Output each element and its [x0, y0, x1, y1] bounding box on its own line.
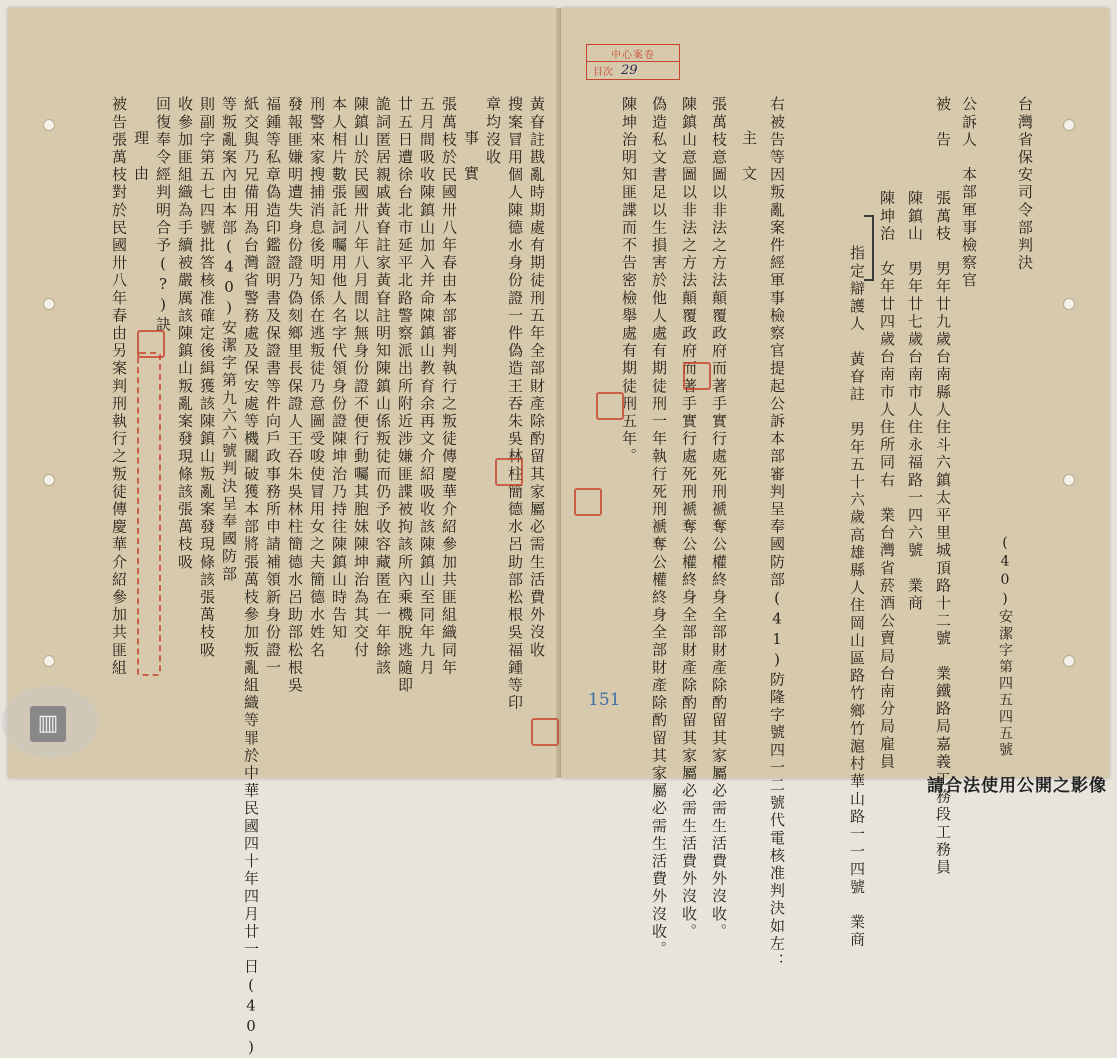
left-column-14: 紙交與乃兄備用為台灣省警務處及保安處等機關破獲本部將張萬枝參加叛亂組織等罪於中華民國四十年四月廿一日(40): [242, 96, 260, 1058]
facts-heading: 事 實: [462, 130, 480, 183]
case-number: (40)安潔字第四五四五號: [997, 535, 1013, 759]
left-column-7: 廿五日遭徐台北市延平北路警察派出所附近涉嫌匪諜被拘該所內乘機脫逃隨即: [396, 96, 414, 695]
binder-hole: [1063, 474, 1075, 486]
seal-stamp: [683, 362, 711, 390]
archive-stamp: [586, 44, 680, 80]
left-column-6: 五月間吸收陳鎮山加入并命陳鎮山教育余再文介紹吸收該陳鎮山至同年九月: [418, 96, 436, 677]
main-text-label: 主 文: [740, 130, 758, 183]
verdict-1: 張萬枝意圖以非法之方法顛覆政府而著手實行處死刑褫奪公權終身全部財產除酌留其家屬必需生活費外沒收。: [710, 96, 728, 941]
archive-stamp-number: 29: [621, 63, 638, 78]
defendant-3: 陳坤治 女年廿四歲台南市人住所同右 業台灣省菸酒公賣局台南分局雇員: [878, 190, 896, 771]
left-column-16: 則副字第五七四號批答核准確定後緝獲該陳鎮山叛亂案發現條該張萬枝吸: [198, 96, 216, 660]
verdict-4: 陳坤治明知匪諜而不告密檢舉處有期徒刑五年。: [620, 96, 638, 466]
left-document-page: [8, 8, 556, 778]
document-title: 台灣省保安司令部判決: [1016, 96, 1034, 272]
page-number: 151: [588, 690, 621, 710]
binder-hole: [43, 119, 55, 131]
left-column-11: 刑警來家搜捕消息後明知係在逃叛徒乃意圖受唆使冒用女之夫簡德水姓名: [308, 96, 326, 660]
binder-hole: [1063, 119, 1075, 131]
left-column-8: 詭詞匿居親戚黃眘註家黃眘註明知陳鎮山係叛徒而仍予收容藏匿在一年餘該: [374, 96, 392, 677]
seal-stamp: [531, 718, 559, 746]
usage-notice: 請合法使用公開之影像: [927, 776, 1107, 796]
defender: 指定辯護人 黃眘註 男年五十六歲高雄縣人住岡山區路竹鄉竹滬村華山路一一四號 業商: [848, 245, 866, 949]
defendant-1: 張萬枝 男年廿九歲台南縣人住斗六鎮太平里城頂路十二號 業鐵路局嘉義工務段工務員: [934, 190, 952, 877]
procedure-statement: 右被告等因叛亂案件經軍事檢察官提起公訴本部審判呈奉國防部(41)防隆字號四一二號代電核准判決如左：: [768, 96, 786, 971]
seal-stamp: [596, 392, 624, 420]
verdict-3: 偽造私文書足以生損害於他人處有期徒刑一年執行死刑褫奪公權終身全部財產除酌留其家屬必需生活費外沒收。: [650, 96, 668, 959]
left-column-12: 發報匪嫌明遭失身份證乃偽刻鄉里長保證人王吞朱吳林柱簡德水呂助部松根吳: [286, 96, 304, 695]
reasons-heading: 理 由: [132, 130, 150, 183]
left-column-5: 張萬枝於民國卅八年春由本部審判執行之叛徒傳慶華介紹參加共匪組織同年: [440, 96, 458, 677]
seal-stamp: [574, 488, 602, 516]
defender-bracket: [864, 215, 874, 281]
left-column-15: 等叛亂案內由本部(40)安潔字第九六六號判決呈奉國防部: [220, 96, 238, 584]
defendant-2: 陳鎮山 男年廿七歲台南市人住永福路一四六號 業商: [906, 190, 924, 613]
binder-hole: [43, 298, 55, 310]
binder-hole: [43, 655, 55, 667]
left-column-20: 被告張萬枝對於民國卅八年春由另案判刑執行之叛徒傳慶華介紹參加共匪組: [110, 96, 128, 677]
binder-hole: [43, 474, 55, 486]
binder-hole: [1063, 298, 1075, 310]
prosecutor: 公訴人 本部軍事檢察官: [960, 96, 978, 290]
left-column-18: 回復奉令經判明合予(?)訣: [154, 96, 172, 334]
left-column-13: 福鍾等私章偽造印鑑證明書及保證書等件向戶政事務所申請補領新身份證一: [264, 96, 282, 677]
verdict-2: 陳鎮山意圖以非法之方法顛覆政府而著手實行處死刑褫奪公權終身全部財產除酌留其家屬必需生活費外沒收。: [680, 96, 698, 941]
left-column-17: 收參加匪組織為手續被嚴厲該陳鎮山叛亂案發現條該張萬枝吸: [176, 96, 194, 572]
binder-hole: [1063, 655, 1075, 667]
seal-ribbon: [137, 352, 161, 676]
left-column-10: 本人相片數張託詞囑用他人名字代領身份證陳坤治乃持往陳鎮山時告知: [330, 96, 348, 642]
left-column-1: 黃眘註戡亂時期處有期徒刑五年全部財產除酌留其家屬必需生活費外沒收: [528, 96, 546, 660]
seal-stamp: [495, 458, 523, 486]
archive-stamp-label: 中心案卷: [587, 45, 679, 62]
archive-stamp-field: 目次: [593, 67, 613, 78]
archive-logo-icon: ▥: [30, 706, 66, 742]
left-column-2: 搜案冒用個人陳德水身份證一件偽造王吞朱吳林柱簡德水呂助部松根吳福鍾等印: [506, 96, 524, 712]
defendant-label: 被 告: [934, 96, 952, 149]
left-column-9: 陳鎮山於民國卅八年八月間以無身份證不便行動囑其胞妹陳坤治為其交付: [352, 96, 370, 660]
left-column-3: 章均沒收: [484, 96, 502, 167]
